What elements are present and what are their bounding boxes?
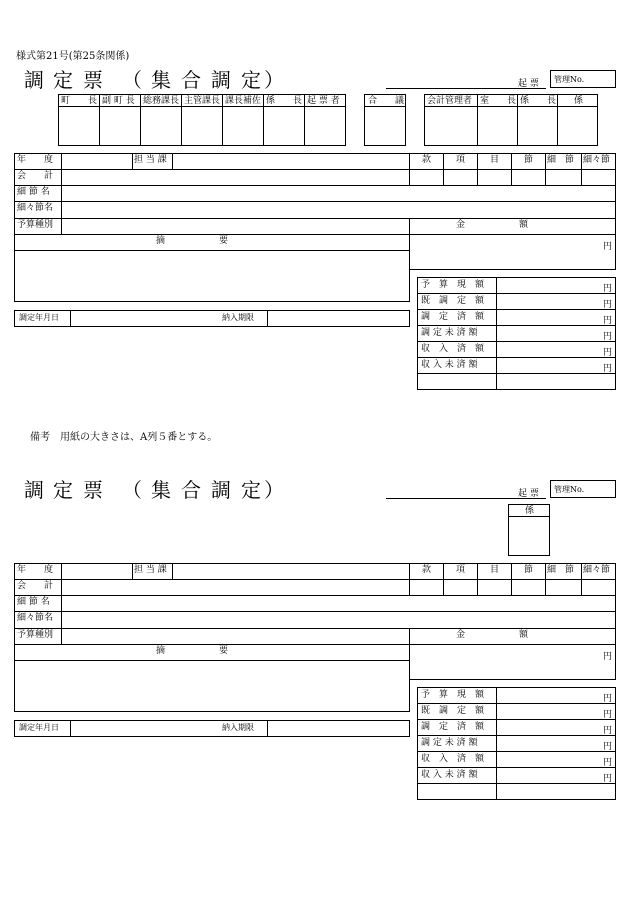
tantou-label: 担 当 課	[134, 565, 167, 575]
row-label-kaikei: 会 計	[17, 581, 54, 591]
divider	[99, 94, 100, 146]
divider	[14, 579, 410, 580]
approval-label: 主管課長	[184, 96, 221, 106]
budget-header-saisaisetsu: 細々節	[583, 155, 611, 165]
divider	[417, 341, 616, 342]
divider	[417, 325, 616, 326]
summary-yen: 円	[603, 726, 613, 736]
row-label-saisetsu: 細 節 名	[17, 187, 50, 197]
approval-header-line	[58, 106, 346, 107]
divider	[181, 94, 182, 146]
budget-header-moku: 目	[490, 565, 500, 575]
approval-label: 副 町 長	[102, 96, 135, 106]
divider	[517, 94, 518, 146]
divider	[172, 563, 173, 579]
divider	[417, 293, 616, 294]
title-char: 集	[151, 478, 171, 502]
form-number-note: 様式第21号(第25条関係)	[16, 51, 130, 62]
kingaku-header: 金 額	[456, 220, 529, 230]
remark-note: 備考 用紙の大きさは、A列５番とする。	[30, 432, 218, 443]
divider	[61, 563, 62, 629]
budget-header-setsu: 節	[524, 155, 534, 165]
divider	[417, 357, 616, 358]
management-no-field[interactable]: 管理No.	[550, 70, 616, 88]
chotei-date-row	[14, 310, 410, 327]
divider	[409, 644, 616, 645]
row-label-yosan-shubetsu: 予算種別	[17, 630, 54, 640]
summary-label: 収 入 未 済 額	[421, 770, 478, 780]
kingaku-yen: 円	[603, 652, 613, 662]
title-char: （	[122, 68, 142, 92]
title-char: （	[122, 478, 142, 502]
summary-yen: 円	[603, 742, 613, 752]
divider	[417, 735, 616, 736]
summary-yen: 円	[603, 774, 613, 784]
divider	[267, 720, 268, 737]
divider	[417, 783, 616, 784]
summary-label: 調 定 済 額	[421, 722, 485, 732]
summary-label: 既 調 定 額	[421, 296, 485, 306]
divider	[14, 595, 410, 596]
gougi-label: 合 議	[368, 96, 405, 106]
divider	[14, 234, 410, 235]
summary-label: 調 定 未 済 額	[421, 328, 478, 338]
divider	[61, 153, 62, 219]
divider	[410, 579, 616, 580]
approval-label: 町 長	[61, 96, 98, 106]
summary-yen: 円	[603, 364, 613, 374]
title-char: 合	[181, 478, 201, 502]
title-char: 定	[53, 68, 73, 92]
title-char: 定	[53, 478, 73, 502]
budget-header-kan: 款	[422, 565, 432, 575]
chotei-date-row	[14, 720, 410, 737]
divider	[14, 611, 616, 612]
divider	[222, 94, 223, 146]
chotei-date-label: 調定年月日	[19, 313, 59, 322]
title-char: 調	[24, 68, 44, 92]
summary-label: 収 入 未 済 額	[421, 360, 478, 370]
budget-header-kou: 項	[456, 155, 466, 165]
kihyo-label: 起 票	[518, 489, 539, 499]
divider	[417, 703, 616, 704]
budget-header-saisetsu: 細 節	[547, 155, 575, 165]
divider	[14, 250, 410, 251]
row-label-yosan-shubetsu: 予算種別	[17, 220, 54, 230]
divider	[424, 106, 598, 107]
divider	[410, 185, 616, 186]
approval-label: 係 長	[266, 96, 303, 106]
divider	[14, 169, 410, 170]
nounyu-label: 納入期限	[222, 723, 254, 732]
divider	[14, 660, 410, 661]
chotei-date-label: 調定年月日	[19, 723, 59, 732]
approval-label: 総務課長	[143, 96, 180, 106]
budget-header-setsu: 節	[524, 565, 534, 575]
divider	[70, 720, 71, 737]
divider	[14, 185, 410, 186]
title-char: ）	[264, 478, 284, 502]
approval-label: 課長補佐	[225, 96, 262, 106]
row-label-nendo: 年 度	[17, 155, 54, 165]
approval-label: 係	[525, 506, 535, 516]
budget-header-saisaisetsu: 細々節	[583, 565, 611, 575]
divider	[61, 628, 62, 644]
summary-label: 収 入 済 額	[421, 344, 485, 354]
kingaku-header: 金 額	[456, 630, 529, 640]
divider	[417, 373, 616, 374]
summary-yen: 円	[603, 316, 613, 326]
divider	[14, 644, 410, 645]
approval-label: 室 長	[480, 96, 517, 106]
row-label-nendo: 年 度	[17, 565, 54, 575]
kihyo-label: 起 票	[518, 79, 539, 89]
divider	[410, 169, 616, 170]
title-char: 調	[211, 68, 231, 92]
divider	[132, 153, 133, 169]
summary-label: 予 算 現 額	[421, 280, 485, 290]
summary-label: 調 定 未 済 額	[421, 738, 478, 748]
divider	[364, 106, 406, 107]
divider	[410, 595, 616, 596]
divider	[557, 94, 558, 146]
budget-header-kan: 款	[422, 155, 432, 165]
tekiyo-header: 摘 要	[156, 236, 229, 246]
kingaku-yen: 円	[603, 242, 613, 252]
title-char: 調	[211, 478, 231, 502]
divider	[140, 94, 141, 146]
approval-label: 係	[574, 96, 584, 106]
title-char: 集	[151, 68, 171, 92]
divider	[14, 201, 616, 202]
divider	[409, 234, 616, 235]
divider	[417, 719, 616, 720]
divider	[267, 310, 268, 327]
title-char: 合	[181, 68, 201, 92]
summary-label: 収 入 済 額	[421, 754, 485, 764]
summary-yen: 円	[603, 284, 613, 294]
approval-label: 係 長	[520, 96, 557, 106]
summary-yen: 円	[603, 348, 613, 358]
row-label-saisaisetsu: 細々節名	[17, 613, 54, 623]
title-char: 定	[241, 68, 261, 92]
nounyu-label: 納入期限	[222, 313, 254, 322]
divider	[477, 94, 478, 146]
divider	[70, 310, 71, 327]
divider	[508, 516, 550, 517]
summary-yen: 円	[603, 300, 613, 310]
divider	[172, 153, 173, 169]
divider	[61, 218, 62, 234]
title-char: 定	[241, 478, 261, 502]
summary-yen: 円	[603, 332, 613, 342]
divider	[417, 309, 616, 310]
summary-yen: 円	[603, 710, 613, 720]
summary-label: 予 算 現 額	[421, 690, 485, 700]
row-label-kaikei: 会 計	[17, 171, 54, 181]
approval-label: 会計管理者	[427, 96, 473, 106]
tekiyo-box	[14, 218, 410, 302]
tekiyo-header: 摘 要	[156, 646, 229, 656]
tantou-label: 担 当 課	[134, 155, 167, 165]
budget-header-saisetsu: 細 節	[547, 565, 575, 575]
divider	[304, 94, 305, 146]
row-label-saisaisetsu: 細々節名	[17, 203, 54, 213]
management-no-field[interactable]: 管理No.	[550, 480, 616, 498]
budget-header-kou: 項	[456, 565, 466, 575]
divider	[417, 751, 616, 752]
divider	[132, 563, 133, 579]
summary-label: 既 調 定 額	[421, 706, 485, 716]
tekiyo-box	[14, 628, 410, 712]
title-char: 票	[83, 68, 103, 92]
approval-label: 起 票 者	[307, 96, 340, 106]
summary-yen: 円	[603, 758, 613, 768]
divider	[263, 94, 264, 146]
summary-yen: 円	[603, 694, 613, 704]
summary-label: 調 定 済 額	[421, 312, 485, 322]
title-char: ）	[264, 68, 284, 92]
budget-header-moku: 目	[490, 155, 500, 165]
row-label-saisetsu: 細 節 名	[17, 597, 50, 607]
title-char: 票	[83, 478, 103, 502]
divider	[417, 767, 616, 768]
title-char: 調	[24, 478, 44, 502]
